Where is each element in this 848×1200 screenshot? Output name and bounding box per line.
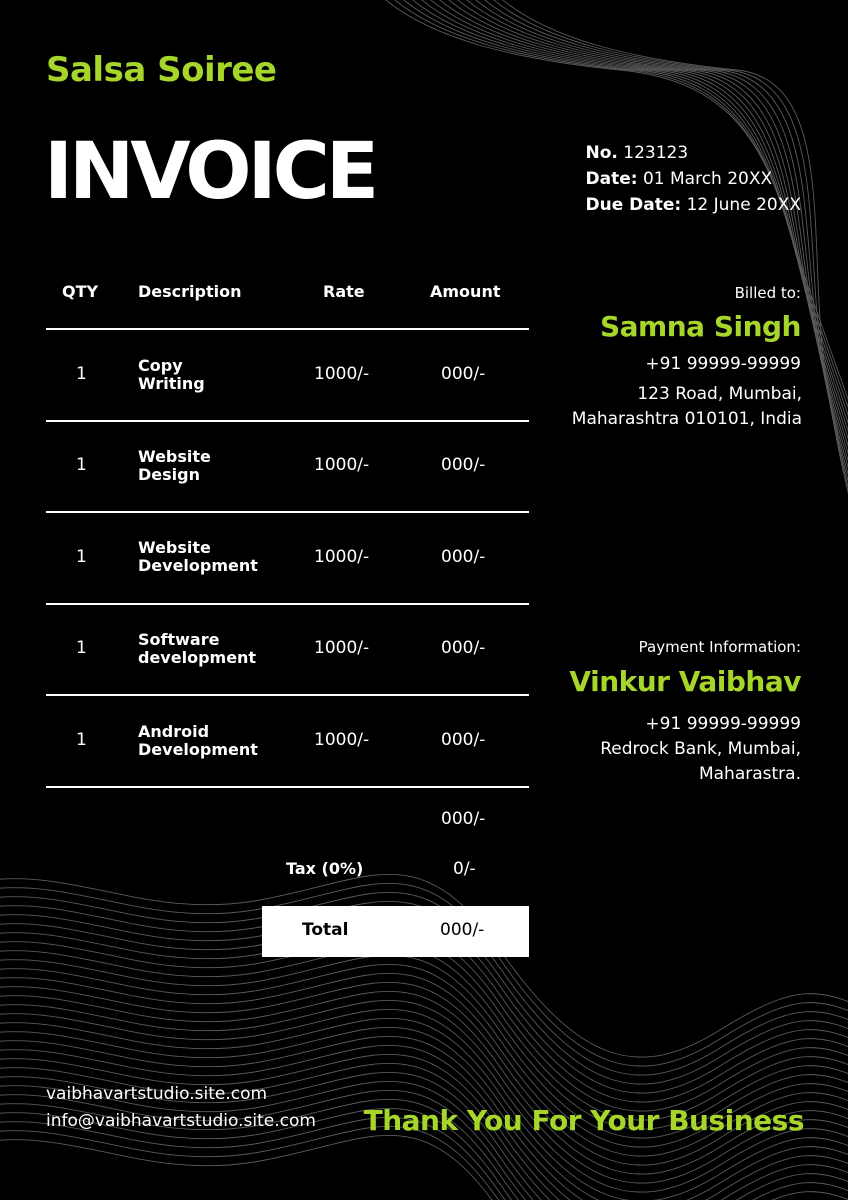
wave-line — [434, 0, 848, 614]
row-description-line: Website — [138, 538, 211, 557]
row-amount: 000/- — [441, 730, 486, 750]
subtotal-value: 000/- — [441, 809, 486, 829]
billed-to-phone: +91 99999-99999 — [645, 354, 801, 374]
row-description-line: Development — [138, 556, 258, 575]
header-qty: QTY — [62, 282, 99, 301]
row-description-line: Design — [138, 465, 200, 484]
billed-to-name: Samna Singh — [600, 310, 801, 343]
row-qty: 1 — [76, 730, 87, 750]
invoice-meta — [586, 140, 802, 218]
row-description-line: Writing — [138, 374, 205, 393]
table-divider — [46, 603, 529, 605]
total-box — [262, 906, 529, 957]
invoice-due-date — [586, 192, 802, 218]
row-rate: 1000/- — [314, 547, 370, 567]
row-amount: 000/- — [441, 638, 486, 658]
total-value: 000/- — [440, 920, 485, 940]
footer-email[interactable]: info@vaibhavartstudio.site.com — [46, 1111, 316, 1131]
invoice-date-value: 01 March 20XX — [642, 169, 773, 189]
row-description-line: Software — [138, 630, 220, 649]
due-date-value: 12 June 20XX — [686, 195, 801, 215]
row-description-line: Website — [138, 447, 211, 466]
invoice-title: INVOICE — [44, 127, 376, 217]
wave-line — [425, 0, 848, 605]
due-date-label: Due Date: — [585, 195, 682, 215]
billed-to-address-line: 123 Road, Mumbai, — [637, 384, 802, 404]
row-description — [138, 723, 258, 759]
table-divider — [46, 694, 529, 696]
thank-you-message: Thank You For Your Business — [363, 1104, 804, 1137]
header-description: Description — [138, 282, 242, 301]
wave-line — [0, 991, 848, 1174]
payment-bank-line: Maharastra. — [698, 764, 801, 784]
total-label: Total — [302, 920, 349, 940]
billed-to-address-line: Maharashtra 010101, India — [571, 409, 802, 429]
payment-info-label: Payment Information: — [638, 638, 801, 656]
payment-name: Vinkur Vaibhav — [569, 665, 801, 698]
brand-name: Salsa Soiree — [46, 50, 277, 90]
table-divider — [46, 420, 529, 422]
wave-line — [380, 0, 848, 560]
row-qty: 1 — [76, 547, 87, 567]
table-divider — [46, 328, 529, 330]
invoice-date-label: Date: — [585, 169, 638, 189]
row-description-line: development — [138, 648, 257, 667]
table-divider — [46, 786, 529, 788]
payment-bank-line: Redrock Bank, Mumbai, — [600, 739, 801, 759]
wave-line — [0, 874, 848, 1057]
row-qty: 1 — [76, 455, 87, 475]
tax-label: Tax (0%) — [286, 859, 364, 878]
row-rate: 1000/- — [314, 455, 370, 475]
invoice-number — [586, 140, 802, 166]
row-amount: 000/- — [441, 547, 486, 567]
row-amount: 000/- — [441, 455, 486, 475]
table-divider — [46, 511, 529, 513]
header-amount: Amount — [430, 282, 501, 301]
row-qty: 1 — [76, 638, 87, 658]
payment-bank — [600, 737, 801, 787]
invoice-number-value: 123123 — [623, 143, 689, 163]
header-rate: Rate — [323, 282, 365, 301]
wave-line — [0, 1135, 848, 1200]
row-description-line: Android — [138, 722, 210, 741]
invoice-number-label: No. — [585, 143, 618, 163]
row-qty: 1 — [76, 364, 87, 384]
tax-value: 0/- — [453, 859, 476, 879]
row-description-line: Copy — [138, 356, 183, 375]
row-amount: 000/- — [441, 364, 486, 384]
row-rate: 1000/- — [314, 638, 370, 658]
invoice-date — [586, 166, 802, 192]
row-description-line: Development — [138, 740, 258, 759]
row-rate: 1000/- — [314, 364, 370, 384]
billed-to-label: Billed to: — [734, 284, 801, 302]
payment-phone: +91 99999-99999 — [645, 714, 801, 734]
row-rate: 1000/- — [314, 730, 370, 750]
row-description — [138, 631, 256, 667]
billed-to-address — [572, 382, 802, 432]
row-description — [138, 539, 258, 575]
footer-website[interactable]: vaibhavartstudio.site.com — [46, 1084, 268, 1104]
row-description — [138, 357, 205, 393]
wave-line — [0, 982, 848, 1165]
row-description — [138, 448, 211, 484]
